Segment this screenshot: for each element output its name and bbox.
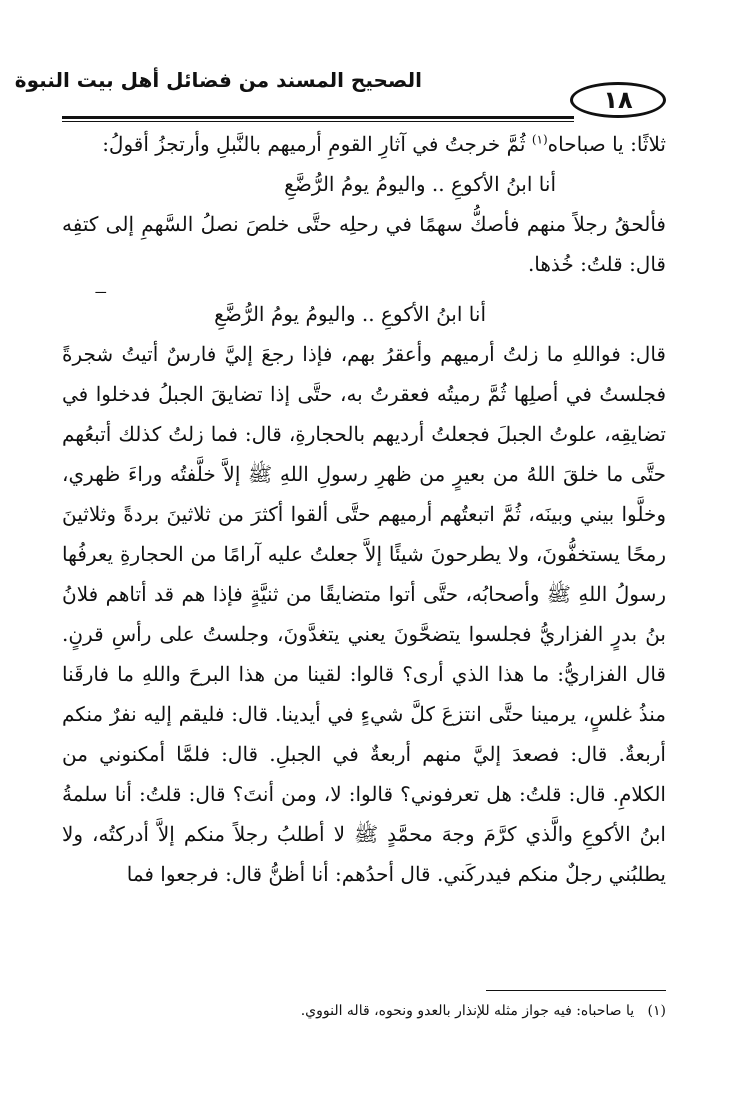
header-rule — [62, 116, 574, 122]
paragraph-1-rest: ثُمَّ خرجتُ في آثارِ القومِ أرميهم بالنَّبلِ وأرتجزُ أقولُ: — [102, 132, 532, 156]
running-title: الصحيح المسند من فضائل أهل بيت النبوة — [14, 68, 422, 92]
separator-marks: ـــ — [95, 282, 106, 296]
footnote-rule — [486, 990, 666, 991]
paragraph-3: قال: فواللهِ ما زلتُ أرميهم وأعقرُ بهم، فإذا رجعَ إليَّ فارسٌ أتيتُ شجرةً فجلستُ في أصلِها ثُمَّ رميتُه فعقرتُ به، حتَّى إذا تضايقَ الجبلُ فدخلوا في تضايقِه، علوتُ الجبلَ فجعلتُ أرديهم بالحجارةِ، قال: فما زلتُ كذلك أتبعُهم حتَّى ما خلقَ اللهُ من بعيرٍ من ظهرِ رسولِ اللهِ ﷺ إلاَّ خلَّفتُه وراءَ ظهري، وخلَّوا بيني وبينَه، ثُمَّ اتبعتُهم أرميهم حتَّى ألقوا أكثرَ من ثلاثينَ بردةً وثلاثينَ رمحًا يستخفُّونَ، ولا يطرحونَ شيئًا إلاَّ جعلتُ عليه آرامًا من الحجارةِ يعرفُها رسولُ اللهِ ﷺ وأصحابُه، حتَّى أتوا متضايقًا من ثنيَّةٍ فإذا هم قد أتاهم فلانُ بنُ بدرٍ الفزاريُّ فجلسوا يتضحَّونَ يعني يتغدَّونَ، وجلستُ على رأسِ قرنٍ. قال الفزاريُّ: ما هذا الذي أرى؟ قالوا: لقينا من هذا البرحَ واللهِ ما فارقَنا منذُ غلسٍ، يرمينا حتَّى انتزعَ كلَّ شيءٍ في أيدينا. قال: فليقم إليه نفرٌ منكم أربعةٌ. قال: فصعدَ إليَّ منهم أربعةٌ في الجبلِ. قال: فلمَّا أمكنوني من الكلامِ. قال: قلتُ: هل تعرفوني؟ قالوا: لا، ومن أنتَ؟ قال: قلتُ: أنا سلمةُ ابنُ الأكوعِ والَّذي كرَّمَ وجهَ محمَّدٍ ﷺ لا أطلبُ رجلاً منكم إلاَّ أدركتُه، ولا يطلبُني رجلٌ منكم فيدركَني. قال أحدُهم: أنا أظنُّ قال: فرجعوا فما — [62, 342, 666, 886]
footnote-reference: (١) — [531, 132, 548, 147]
footnote — [106, 1000, 666, 1022]
paragraph-2: فألحقُ رجلاً منهم فأصكُّ سهمًا في رحلِه حتَّى خلصَ نصلُ السَّهمِ إلى كتفِه قال: قلتُ: خُذها. — [62, 212, 666, 276]
page-header — [14, 60, 666, 120]
paragraph-1 — [62, 124, 666, 164]
paragraph-1-start: ثلاثًا: يا صباحاه — [547, 132, 666, 156]
page-number-badge: ١٨ — [570, 82, 666, 118]
verse-line-1: أنا ابنُ الأكوعِ .. واليومُ يومُ الرُّضَّعِ — [284, 172, 556, 196]
footnote-number: (١) — [647, 1003, 666, 1019]
footnote-text: يا صاحباه: فيه جواز مثله للإنذار بالعدو ونحوه، قاله النووي. — [300, 1003, 635, 1019]
verse-line-2: أنا ابنُ الأكوعِ .. واليومُ يومُ الرُّضَّعِ — [214, 302, 486, 326]
body-text — [62, 124, 666, 894]
